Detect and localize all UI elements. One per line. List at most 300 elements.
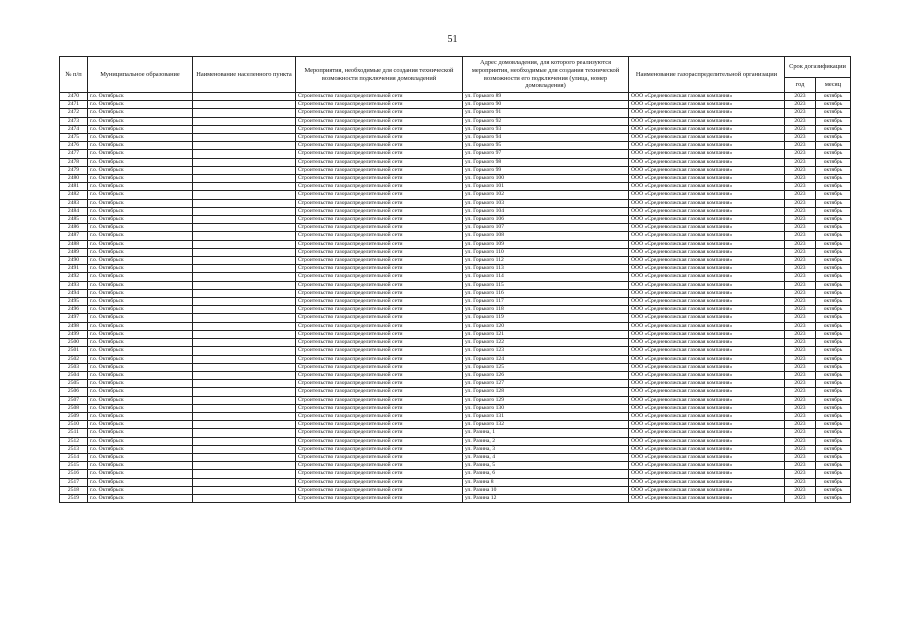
table-row [60,166,851,174]
gdo-cell: ООО «Средневолжская газовая компания» [629,404,785,412]
month-cell: октябрь [816,478,851,486]
table-row [60,470,851,478]
gdo-cell: ООО «Средневолжская газовая компания» [629,273,785,281]
month-cell: октябрь [816,109,851,117]
gdo-cell: ООО «Средневолжская газовая компания» [629,224,785,232]
year-cell: 2023 [785,134,816,142]
municipality-cell: г.о. Октябрьск [88,339,193,347]
measures-cell: Строительство газораспределительной сети [296,330,463,338]
municipality-cell: г.о. Октябрьск [88,453,193,461]
year-cell: 2023 [785,183,816,191]
gdo-cell: ООО «Средневолжская газовая компания» [629,150,785,158]
measures-cell: Строительство газораспределительной сети [296,166,463,174]
measures-cell: Строительство газораспределительной сети [296,347,463,355]
measures-cell: Строительство газораспределительной сети [296,134,463,142]
row-number: 2474 [60,125,88,133]
row-number: 2481 [60,183,88,191]
measures-cell: Строительство газораспределительной сети [296,314,463,322]
row-number: 2513 [60,445,88,453]
municipality-cell: г.о. Октябрьск [88,134,193,142]
settlement-cell [193,339,296,347]
header-num: № п/п [60,57,88,93]
gdo-cell: ООО «Средневолжская газовая компания» [629,207,785,215]
address-cell: ул. Горького 126 [463,371,629,379]
month-cell: октябрь [816,322,851,330]
row-number: 2485 [60,216,88,224]
year-cell: 2023 [785,486,816,494]
table-row [60,421,851,429]
settlement-cell [193,462,296,470]
row-number: 2499 [60,330,88,338]
row-number: 2472 [60,109,88,117]
measures-cell: Строительство газораспределительной сети [296,429,463,437]
municipality-cell: г.о. Октябрьск [88,314,193,322]
address-cell: ул. Горького 103 [463,199,629,207]
year-cell: 2023 [785,248,816,256]
row-number: 2490 [60,257,88,265]
row-number: 2503 [60,363,88,371]
table-row [60,306,851,314]
gdo-cell: ООО «Средневолжская газовая компания» [629,330,785,338]
settlement-cell [193,93,296,101]
row-number: 2518 [60,486,88,494]
year-cell: 2023 [785,478,816,486]
municipality-cell: г.о. Октябрьск [88,494,193,502]
measures-cell: Строительство газораспределительной сети [296,109,463,117]
year-cell: 2023 [785,232,816,240]
municipality-cell: г.о. Октябрьск [88,421,193,429]
measures-cell: Строительство газораспределительной сети [296,142,463,150]
table-row [60,437,851,445]
row-number: 2519 [60,494,88,502]
year-cell: 2023 [785,117,816,125]
row-number: 2512 [60,437,88,445]
settlement-cell [193,314,296,322]
settlement-cell [193,289,296,297]
address-cell: ул. Горького 92 [463,117,629,125]
month-cell: октябрь [816,101,851,109]
year-cell: 2023 [785,216,816,224]
address-cell: ул. Разина, 2 [463,437,629,445]
address-cell: ул. Горького 121 [463,330,629,338]
address-cell: ул. Горького 93 [463,125,629,133]
municipality-cell: г.о. Октябрьск [88,486,193,494]
gdo-cell: ООО «Средневолжская газовая компания» [629,183,785,191]
municipality-cell: г.о. Октябрьск [88,125,193,133]
table-row [60,380,851,388]
municipality-cell: г.о. Октябрьск [88,298,193,306]
year-cell: 2023 [785,339,816,347]
municipality-cell: г.о. Октябрьск [88,445,193,453]
month-cell: октябрь [816,240,851,248]
year-cell: 2023 [785,298,816,306]
address-cell: ул. Горького 122 [463,339,629,347]
address-cell: ул. Горького 97 [463,150,629,158]
year-cell: 2023 [785,453,816,461]
year-cell: 2023 [785,240,816,248]
year-cell: 2023 [785,281,816,289]
address-cell: ул. Горького 129 [463,396,629,404]
row-number: 2514 [60,453,88,461]
settlement-cell [193,101,296,109]
month-cell: октябрь [816,265,851,273]
municipality-cell: г.о. Октябрьск [88,216,193,224]
row-number: 2497 [60,314,88,322]
table-row [60,101,851,109]
year-cell: 2023 [785,388,816,396]
address-cell: ул. Горького 99 [463,166,629,174]
row-number: 2480 [60,175,88,183]
address-cell: ул. Разина, 5 [463,462,629,470]
gdo-cell: ООО «Средневолжская газовая компания» [629,93,785,101]
table-row [60,273,851,281]
gdo-cell: ООО «Средневолжская газовая компания» [629,355,785,363]
measures-cell: Строительство газораспределительной сети [296,421,463,429]
gdo-cell: ООО «Средневолжская газовая компания» [629,412,785,420]
measures-cell: Строительство газораспределительной сети [296,494,463,502]
address-cell: ул. Разина 8 [463,478,629,486]
settlement-cell [193,232,296,240]
gdo-cell: ООО «Средневолжская газовая компания» [629,314,785,322]
municipality-cell: г.о. Октябрьск [88,117,193,125]
measures-cell: Строительство газораспределительной сети [296,355,463,363]
address-cell: ул. Горького 89 [463,93,629,101]
table-row [60,314,851,322]
address-cell: ул. Горького 123 [463,347,629,355]
year-cell: 2023 [785,494,816,502]
table-row [60,355,851,363]
header-address: Адрес домовладения, для которого реализуются мероприятия, необходимые для создания технической возможности его подключения (улица, номер домовладения) [463,57,629,93]
municipality-cell: г.о. Октябрьск [88,347,193,355]
table-row [60,462,851,470]
measures-cell: Строительство газораспределительной сети [296,486,463,494]
row-number: 2498 [60,322,88,330]
month-cell: октябрь [816,158,851,166]
header-settlement: Наименование населенного пункта [193,57,296,93]
municipality-cell: г.о. Октябрьск [88,437,193,445]
measures-cell: Строительство газораспределительной сети [296,257,463,265]
year-cell: 2023 [785,257,816,265]
table-row [60,396,851,404]
settlement-cell [193,216,296,224]
table-row [60,216,851,224]
settlement-cell [193,453,296,461]
table-row [60,429,851,437]
month-cell: октябрь [816,257,851,265]
year-cell: 2023 [785,445,816,453]
gdo-cell: ООО «Средневолжская газовая компания» [629,289,785,297]
settlement-cell [193,109,296,117]
gdo-cell: ООО «Средневолжская газовая компания» [629,298,785,306]
municipality-cell: г.о. Октябрьск [88,199,193,207]
address-cell: ул. Разина, 1 [463,429,629,437]
measures-cell: Строительство газораспределительной сети [296,388,463,396]
month-cell: октябрь [816,183,851,191]
table-row [60,445,851,453]
address-cell: ул. Горького 109 [463,240,629,248]
year-cell: 2023 [785,125,816,133]
header-year: год [785,78,816,93]
settlement-cell [193,166,296,174]
address-cell: ул. Горького 113 [463,265,629,273]
settlement-cell [193,183,296,191]
measures-cell: Строительство газораспределительной сети [296,216,463,224]
address-cell: ул. Горького 101 [463,183,629,191]
measures-cell: Строительство газораспределительной сети [296,175,463,183]
table-row [60,322,851,330]
gdo-cell: ООО «Средневолжская газовая компания» [629,232,785,240]
table-row [60,175,851,183]
table-row [60,298,851,306]
address-cell: ул. Горького 116 [463,289,629,297]
settlement-cell [193,404,296,412]
month-cell: октябрь [816,388,851,396]
month-cell: октябрь [816,273,851,281]
address-cell: ул. Горького 94 [463,134,629,142]
municipality-cell: г.о. Октябрьск [88,322,193,330]
row-number: 2475 [60,134,88,142]
address-cell: ул. Разина 12 [463,494,629,502]
settlement-cell [193,134,296,142]
table-row [60,158,851,166]
month-cell: октябрь [816,347,851,355]
address-cell: ул. Разина, 3 [463,445,629,453]
table-row [60,199,851,207]
table-row [60,134,851,142]
measures-cell: Строительство газораспределительной сети [296,248,463,256]
row-number: 2495 [60,298,88,306]
month-cell: октябрь [816,371,851,379]
municipality-cell: г.о. Октябрьск [88,371,193,379]
table-row [60,125,851,133]
year-cell: 2023 [785,265,816,273]
address-cell: ул. Горького 132 [463,421,629,429]
row-number: 2479 [60,166,88,174]
month-cell: октябрь [816,142,851,150]
measures-cell: Строительство газораспределительной сети [296,191,463,199]
municipality-cell: г.о. Октябрьск [88,380,193,388]
gdo-cell: ООО «Средневолжская газовая компания» [629,396,785,404]
address-cell: ул. Горького 115 [463,281,629,289]
municipality-cell: г.о. Октябрьск [88,478,193,486]
month-cell: октябрь [816,199,851,207]
month-cell: октябрь [816,437,851,445]
month-cell: октябрь [816,191,851,199]
table-row [60,281,851,289]
table-row [60,339,851,347]
gdo-cell: ООО «Средневолжская газовая компания» [629,199,785,207]
row-number: 2482 [60,191,88,199]
settlement-cell [193,478,296,486]
settlement-cell [193,224,296,232]
settlement-cell [193,412,296,420]
settlement-cell [193,437,296,445]
year-cell: 2023 [785,396,816,404]
month-cell: октябрь [816,216,851,224]
year-cell: 2023 [785,355,816,363]
year-cell: 2023 [785,101,816,109]
year-cell: 2023 [785,289,816,297]
month-cell: октябрь [816,445,851,453]
table-row [60,289,851,297]
settlement-cell [193,158,296,166]
year-cell: 2023 [785,404,816,412]
address-cell: ул. Горького 91 [463,109,629,117]
measures-cell: Строительство газораспределительной сети [296,453,463,461]
address-cell: ул. Горького 120 [463,322,629,330]
municipality-cell: г.о. Октябрьск [88,470,193,478]
municipality-cell: г.о. Октябрьск [88,404,193,412]
settlement-cell [193,240,296,248]
month-cell: октябрь [816,470,851,478]
table-row [60,142,851,150]
month-cell: октябрь [816,281,851,289]
municipality-cell: г.о. Октябрьск [88,273,193,281]
measures-cell: Строительство газораспределительной сети [296,265,463,273]
month-cell: октябрь [816,232,851,240]
gdo-cell: ООО «Средневолжская газовая компания» [629,437,785,445]
month-cell: октябрь [816,93,851,101]
table-row [60,478,851,486]
table-row [60,257,851,265]
settlement-cell [193,347,296,355]
row-number: 2510 [60,421,88,429]
row-number: 2483 [60,199,88,207]
year-cell: 2023 [785,306,816,314]
gdo-cell: ООО «Средневолжская газовая компания» [629,494,785,502]
row-number: 2505 [60,380,88,388]
address-cell: ул. Горького 112 [463,257,629,265]
settlement-cell [193,199,296,207]
gdo-cell: ООО «Средневолжская газовая компания» [629,158,785,166]
settlement-cell [193,175,296,183]
municipality-cell: г.о. Октябрьск [88,412,193,420]
month-cell: октябрь [816,462,851,470]
municipality-cell: г.о. Октябрьск [88,396,193,404]
gdo-cell: ООО «Средневолжская газовая компания» [629,339,785,347]
table-row [60,117,851,125]
gdo-cell: ООО «Средневолжская газовая компания» [629,281,785,289]
measures-cell: Строительство газораспределительной сети [296,371,463,379]
month-cell: октябрь [816,486,851,494]
row-number: 2496 [60,306,88,314]
municipality-cell: г.о. Октябрьск [88,240,193,248]
address-cell: ул. Горького 106 [463,216,629,224]
gdo-cell: ООО «Средневолжская газовая компания» [629,429,785,437]
row-number: 2470 [60,93,88,101]
gdo-cell: ООО «Средневолжская газовая компания» [629,371,785,379]
row-number: 2508 [60,404,88,412]
month-cell: октябрь [816,134,851,142]
gdo-cell: ООО «Средневолжская газовая компания» [629,134,785,142]
measures-cell: Строительство газораспределительной сети [296,306,463,314]
table-row [60,494,851,502]
gdo-cell: ООО «Средневолжская газовая компания» [629,117,785,125]
month-cell: октябрь [816,150,851,158]
settlement-cell [193,191,296,199]
table-row [60,388,851,396]
settlement-cell [193,470,296,478]
gdo-cell: ООО «Средневолжская газовая компания» [629,421,785,429]
year-cell: 2023 [785,437,816,445]
gdo-cell: ООО «Средневолжская газовая компания» [629,453,785,461]
address-cell: ул. Горького 98 [463,158,629,166]
measures-cell: Строительство газораспределительной сети [296,396,463,404]
gdo-cell: ООО «Средневолжская газовая компания» [629,101,785,109]
measures-cell: Строительство газораспределительной сети [296,281,463,289]
gdo-cell: ООО «Средневолжская газовая компания» [629,486,785,494]
measures-cell: Строительство газораспределительной сети [296,158,463,166]
measures-cell: Строительство газораспределительной сети [296,437,463,445]
row-number: 2477 [60,150,88,158]
month-cell: октябрь [816,339,851,347]
month-cell: октябрь [816,453,851,461]
row-number: 2493 [60,281,88,289]
table-row [60,486,851,494]
settlement-cell [193,322,296,330]
month-cell: октябрь [816,421,851,429]
settlement-cell [193,396,296,404]
row-number: 2516 [60,470,88,478]
month-cell: октябрь [816,396,851,404]
year-cell: 2023 [785,109,816,117]
municipality-cell: г.о. Октябрьск [88,142,193,150]
month-cell: октябрь [816,298,851,306]
municipality-cell: г.о. Октябрьск [88,150,193,158]
month-cell: октябрь [816,314,851,322]
year-cell: 2023 [785,314,816,322]
gasification-table [59,56,851,503]
address-cell: ул. Горького 102 [463,191,629,199]
row-number: 2515 [60,462,88,470]
municipality-cell: г.о. Октябрьск [88,355,193,363]
municipality-cell: г.о. Октябрьск [88,265,193,273]
measures-cell: Строительство газораспределительной сети [296,289,463,297]
year-cell: 2023 [785,191,816,199]
year-cell: 2023 [785,207,816,215]
settlement-cell [193,125,296,133]
month-cell: октябрь [816,175,851,183]
year-cell: 2023 [785,273,816,281]
settlement-cell [193,371,296,379]
year-cell: 2023 [785,142,816,150]
table-row [60,109,851,117]
settlement-cell [193,273,296,281]
address-cell: ул. Горького 127 [463,380,629,388]
settlement-cell [193,445,296,453]
municipality-cell: г.о. Октябрьск [88,363,193,371]
row-number: 2471 [60,101,88,109]
settlement-cell [193,257,296,265]
municipality-cell: г.о. Октябрьск [88,248,193,256]
year-cell: 2023 [785,462,816,470]
measures-cell: Строительство газораспределительной сети [296,224,463,232]
settlement-cell [193,207,296,215]
row-number: 2488 [60,240,88,248]
year-cell: 2023 [785,380,816,388]
table-row [60,150,851,158]
gdo-cell: ООО «Средневолжская газовая компания» [629,265,785,273]
gdo-cell: ООО «Средневолжская газовая компания» [629,240,785,248]
address-cell: ул. Горького 130 [463,404,629,412]
municipality-cell: г.о. Октябрьск [88,175,193,183]
settlement-cell [193,281,296,289]
row-number: 2476 [60,142,88,150]
table-row [60,183,851,191]
table-header [60,57,851,93]
measures-cell: Строительство газораспределительной сети [296,125,463,133]
municipality-cell: г.о. Октябрьск [88,101,193,109]
